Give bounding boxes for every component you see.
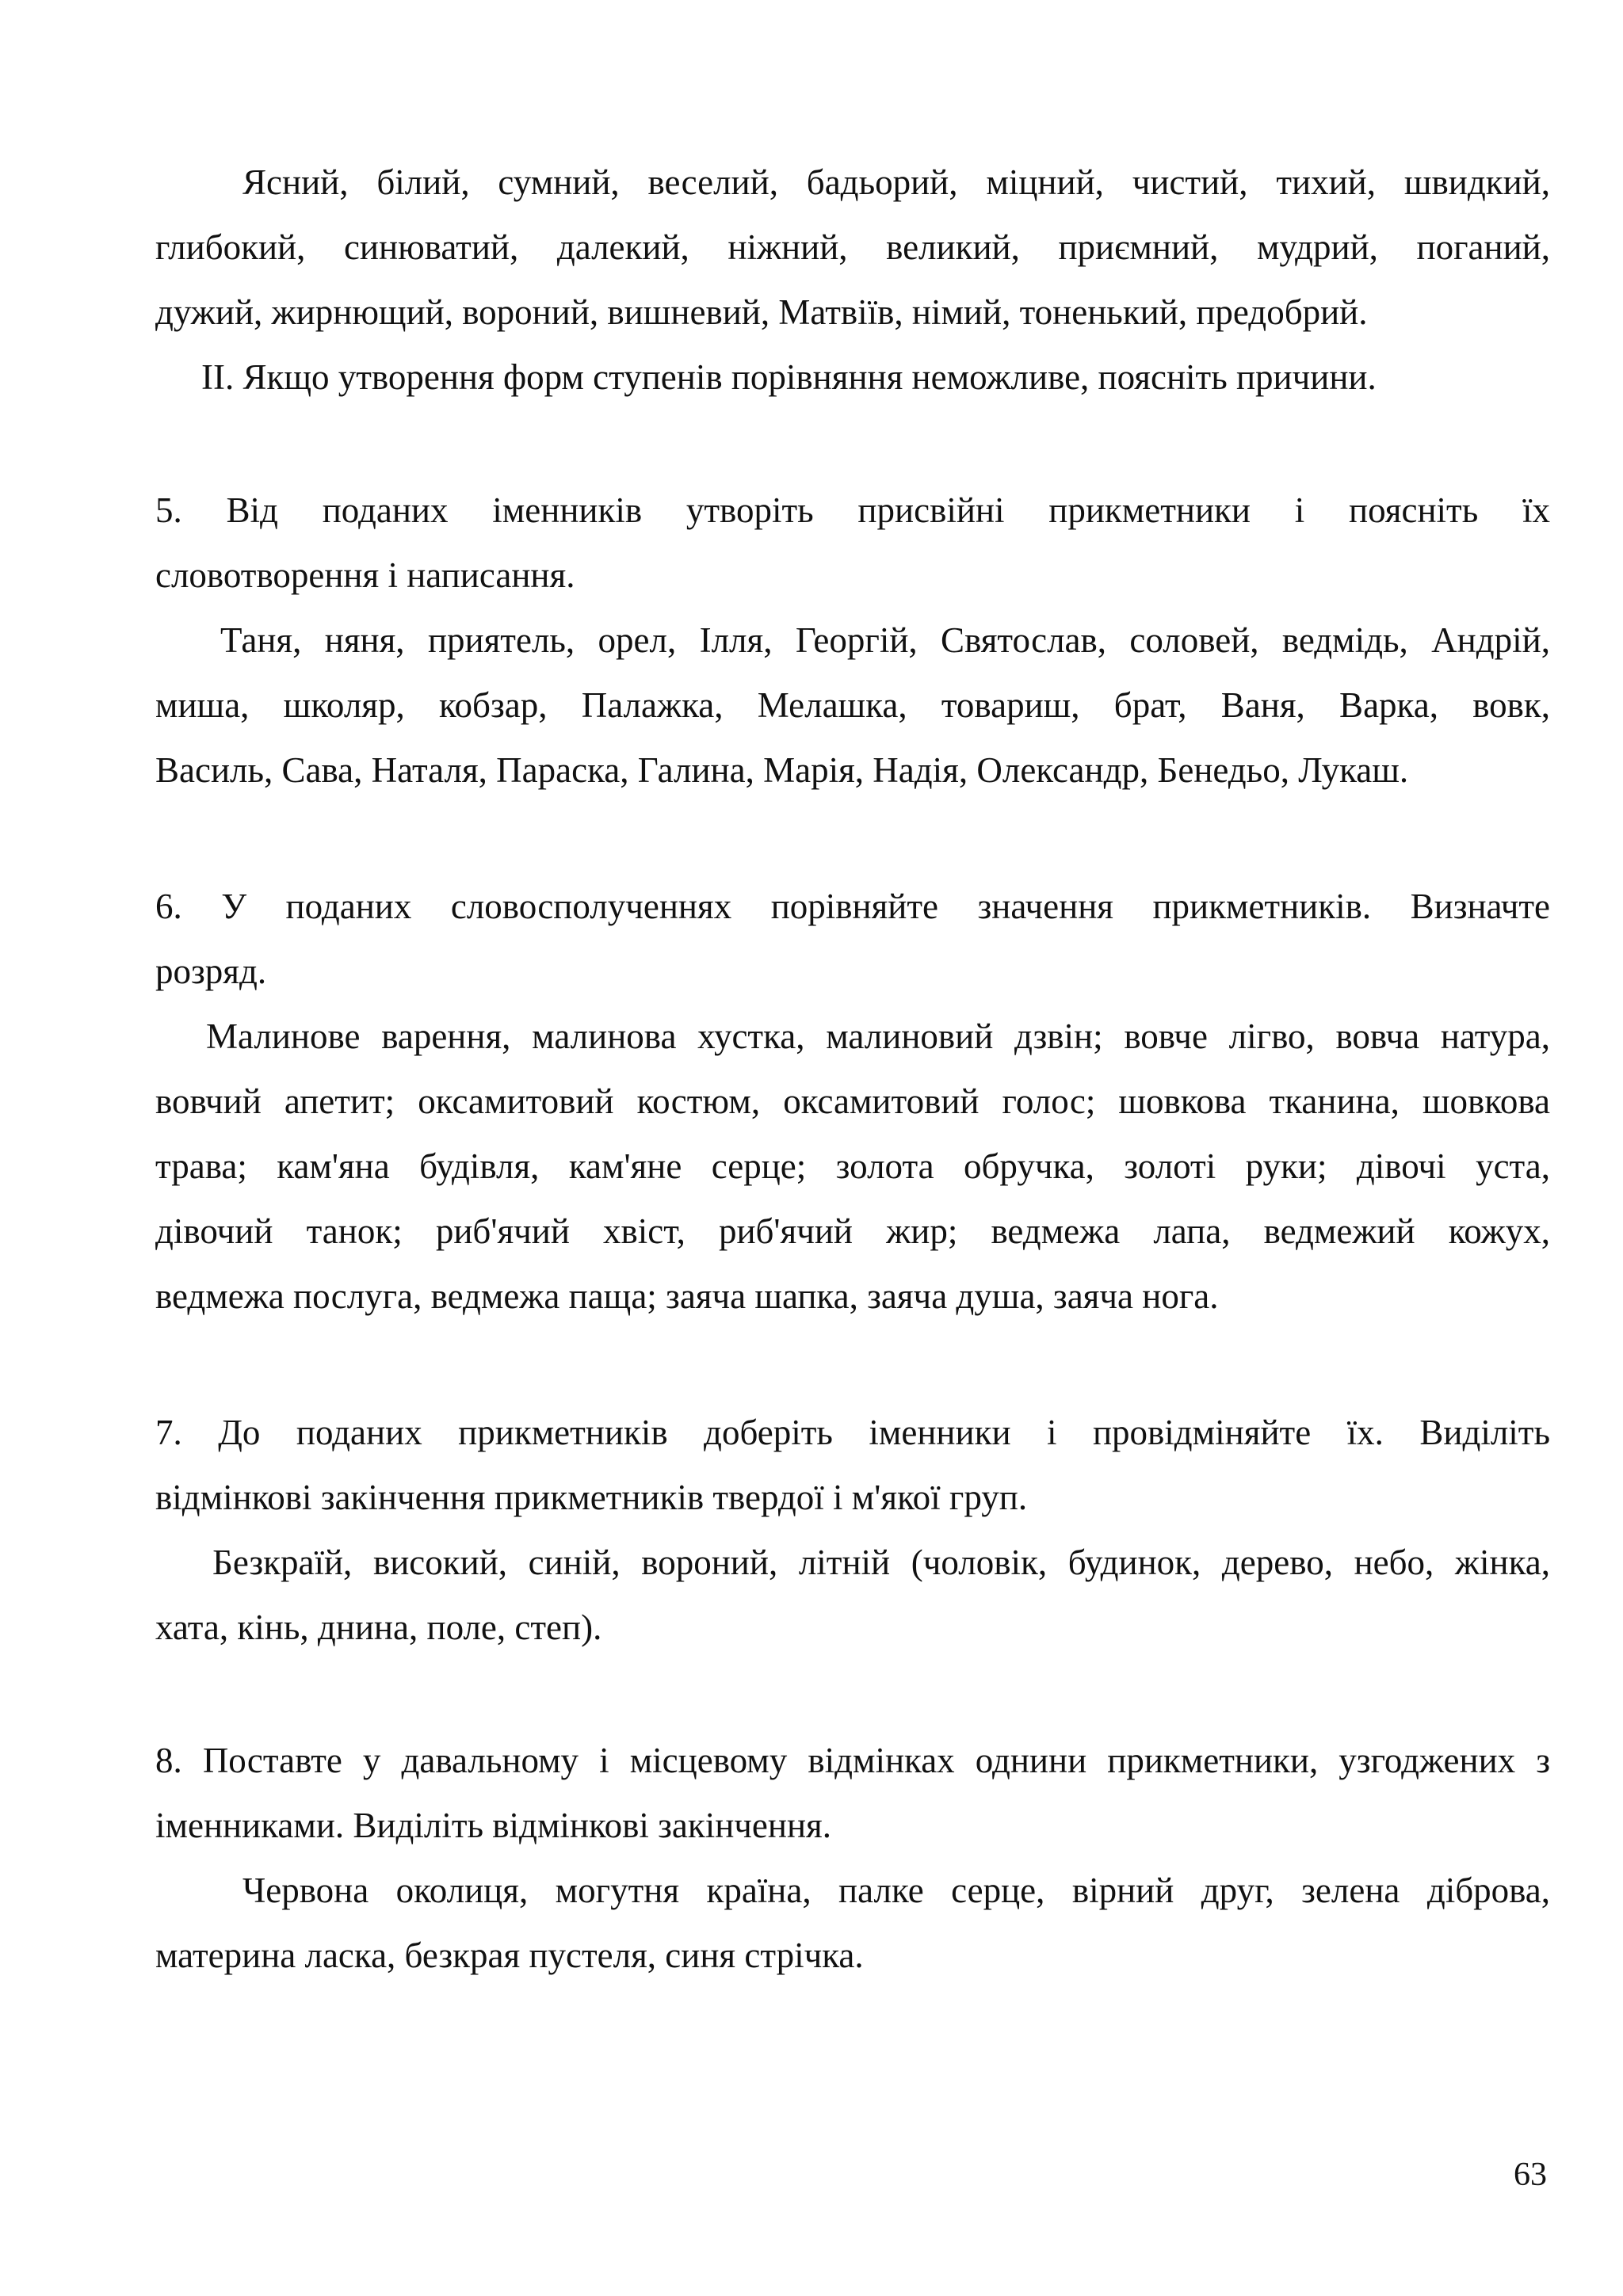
exercise-heading: 7. До поданих прикметників доберіть іменники і провідміняйте їх. Виділіть bbox=[155, 1413, 1550, 1452]
text-line: Василь, Сава, Наталя, Параска, Галина, Марія, Надія, Олександр, Бенедьо, Лукаш. bbox=[155, 750, 1409, 790]
text-line: вовчий апетит; оксамитовий костюм, оксамитовий голос; шовкова тканина, шовкова bbox=[155, 1081, 1550, 1121]
text-line: миша, школяр, кобзар, Палажка, Мелашка, товариш, брат, Ваня, Варка, вовк, bbox=[155, 685, 1550, 725]
text-line: Ясний, білий, сумний, веселий, бадьорий, міцний, чистий, тихий, швидкий, bbox=[242, 162, 1550, 202]
exercise-8 bbox=[155, 1728, 1550, 1988]
exercise-heading: 5. Від поданих іменників утворіть присвійні прикметники і поясніть їх bbox=[155, 490, 1550, 530]
exercise-6 bbox=[155, 874, 1550, 1329]
page-number: 63 bbox=[1514, 2157, 1547, 2193]
text-line: Таня, няня, приятель, орел, Ілля, Георгій, Святослав, соловей, ведмідь, Андрій, bbox=[220, 620, 1550, 660]
exercise-7 bbox=[155, 1400, 1550, 1660]
text-line: Безкраїй, високий, синій, вороний, літній (чоловік, будинок, дерево, небо, жінка, bbox=[212, 1543, 1550, 1582]
text-line: материна ласка, безкрая пустеля, синя стрічка. bbox=[155, 1936, 864, 1975]
exercise-heading: 8. Поставте у давальному і місцевому відмінках однини прикметники, узгоджених з bbox=[155, 1741, 1550, 1780]
exercise-5 bbox=[155, 478, 1550, 803]
exercise-heading: 6. У поданих словосполученнях порівняйте значення прикметників. Визначте bbox=[155, 887, 1550, 926]
text-line: Малинове варення, малинова хустка, малиновий дзвін; вовче лігво, вовча натура, bbox=[206, 1016, 1550, 1056]
text-line: трава; кам'яна будівля, кам'яне серце; золота обручка, золоті руки; дівочі уста, bbox=[155, 1146, 1550, 1186]
text-line: дужий, жирнющий, вороний, вишневий, Матвіїв, німий, тоненький, предобрий. bbox=[155, 292, 1368, 332]
text-line: Червона околиця, могутня країна, палке серце, вірний друг, зелена діброва, bbox=[242, 1871, 1550, 1910]
text-line: глибокий, синюватий, далекий, ніжний, великий, приємний, мудрий, поганий, bbox=[155, 227, 1550, 267]
text-line: ІІ. Якщо утворення форм ступенів порівняння неможливе, поясніть причини. bbox=[201, 357, 1377, 397]
text-line: дівочий танок; риб'ячий хвіст, риб'ячий жир; ведмежа лапа, ведмежий кожух, bbox=[155, 1211, 1550, 1251]
text-line: ведмежа послуга, ведмежа паща; заяча шапка, заяча душа, заяча нога. bbox=[155, 1276, 1219, 1316]
text-line: хата, кінь, днина, поле, степ). bbox=[155, 1608, 602, 1647]
exercise-4-continuation bbox=[155, 150, 1550, 410]
exercise-heading: відмінкові закінчення прикметників твердої і м'якої груп. bbox=[155, 1478, 1028, 1517]
exercise-heading: розряд. bbox=[155, 952, 267, 991]
exercise-heading: словотворення і написання. bbox=[155, 555, 575, 595]
exercise-heading: іменниками. Виділіть відмінкові закінчення. bbox=[155, 1806, 832, 1845]
